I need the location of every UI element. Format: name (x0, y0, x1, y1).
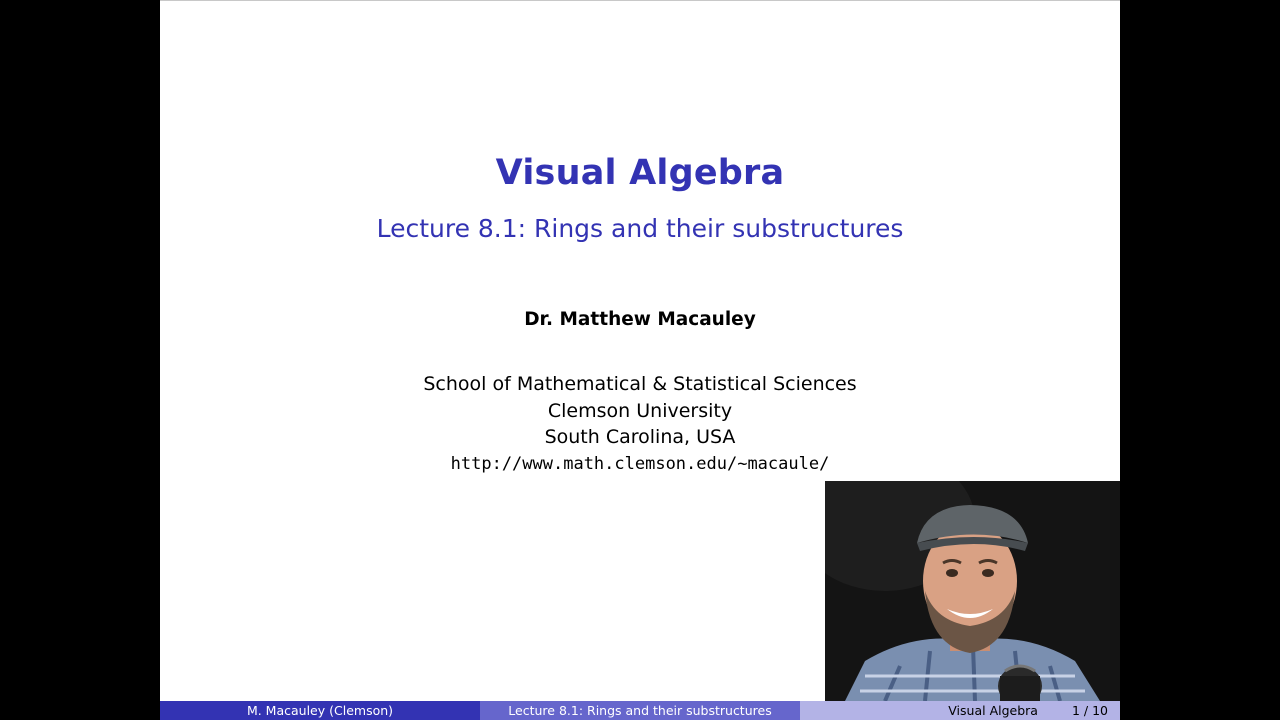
footer-lecture: Lecture 8.1: Rings and their substructures (480, 701, 800, 720)
footer-course: Visual Algebra (948, 703, 1038, 718)
footer-right (800, 701, 1120, 720)
presenter-video (825, 481, 1120, 701)
institute-line-university: Clemson University (547, 399, 733, 422)
slide-subtitle: Lecture 8.1: Rings and their substructures (376, 214, 904, 243)
slide (160, 0, 1120, 720)
slide-author: Dr. Matthew Macauley (524, 309, 756, 330)
footer-page-number: 1 / 10 (1071, 703, 1108, 718)
institute-url: http://www.math.clemson.edu/~macaule/ (450, 453, 830, 474)
webcam-overlay (825, 481, 1120, 701)
institute-line-school: School of Mathematical & Statistical Sciences (423, 373, 857, 395)
slide-institute (160, 371, 1120, 477)
beamer-footer (160, 701, 1120, 720)
footer-author: M. Macauley (Clemson) (160, 701, 480, 720)
slide-title: Visual Algebra (495, 153, 785, 193)
institute-line-location: South Carolina, USA (544, 426, 736, 448)
